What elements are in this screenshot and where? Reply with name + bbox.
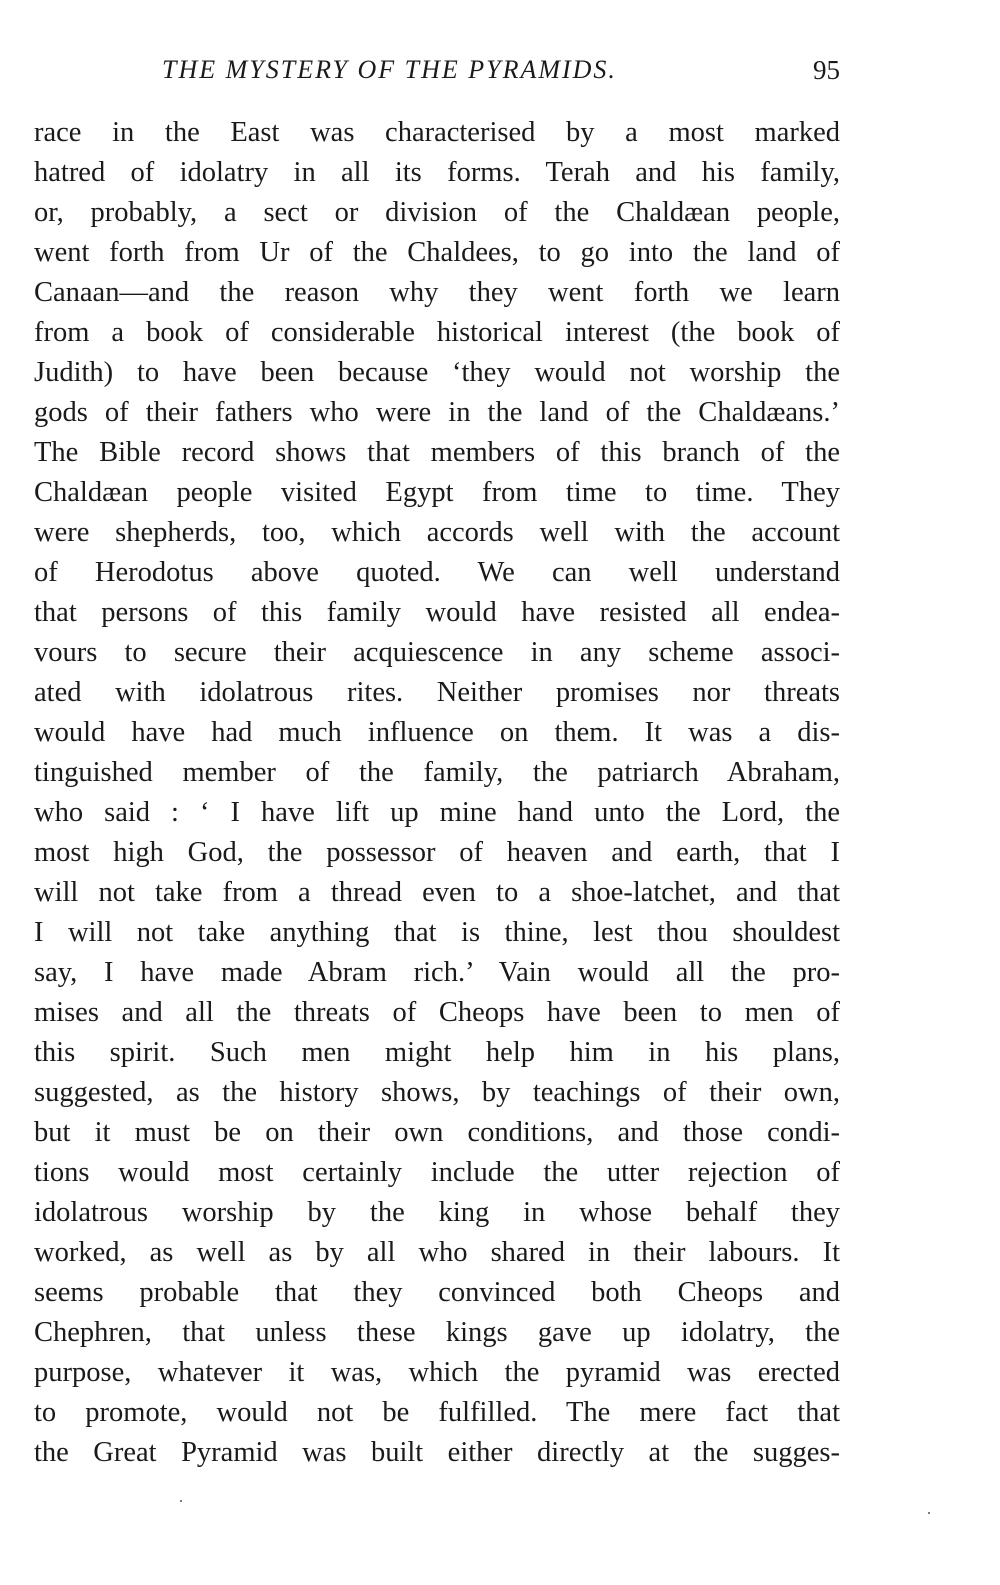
text-line: from a book of considerable historical interest (the book of — [34, 317, 840, 348]
text-line: Chephren, that unless these kings gave up idolatry, the — [34, 1317, 840, 1348]
text-line: or, probably, a sect or division of the Chaldæan people, — [34, 197, 840, 228]
text-line: The Bible record shows that members of this branch of the — [34, 437, 840, 468]
text-line: vours to secure their acquiescence in any scheme associ- — [34, 637, 840, 668]
text-line: gods of their fathers who were in the land of the Chaldæans.’ — [34, 397, 840, 428]
text-line: will not take from a thread even to a shoe-latchet, and that — [34, 877, 840, 908]
body-text — [34, 113, 840, 1473]
text-line: purpose, whatever it was, which the pyramid was erected — [34, 1357, 840, 1388]
text-line: who said : ‘ I have lift up mine hand unto the Lord, the — [34, 797, 840, 828]
text-line: say, I have made Abram rich.’ Vain would all the pro- — [34, 957, 840, 988]
text-line: worked, as well as by all who shared in their labours. It — [34, 1237, 840, 1268]
text-line: Judith) to have been because ‘they would not worship the — [34, 357, 840, 388]
text-line: to promote, would not be fulfilled. The mere fact that — [34, 1397, 840, 1428]
text-line: ated with idolatrous rites. Neither promises nor threats — [34, 677, 840, 708]
running-title: THE MYSTERY OF THE PYRAMIDS. — [162, 55, 617, 84]
text-line: of Herodotus above quoted. We can well understand — [34, 557, 840, 588]
text-line: that persons of this family would have resisted all endea- — [34, 597, 840, 628]
text-line: idolatrous worship by the king in whose behalf they — [34, 1197, 840, 1228]
text-line: this spirit. Such men might help him in his plans, — [34, 1037, 840, 1068]
text-line: but it must be on their own conditions, and those condi- — [34, 1117, 840, 1148]
text-line: mises and all the threats of Cheops have been to men of — [34, 997, 840, 1028]
page-number: 95 — [813, 55, 840, 85]
text-line: most high God, the possessor of heaven and earth, that I — [34, 837, 840, 868]
text-line: suggested, as the history shows, by teachings of their own, — [34, 1077, 840, 1108]
ink-speck — [928, 1512, 930, 1514]
text-line: the Great Pyramid was built either directly at the sugges- — [34, 1437, 840, 1468]
text-line: would have had much influence on them. It was a dis- — [34, 717, 840, 748]
text-line: I will not take anything that is thine, lest thou shouldest — [34, 917, 840, 948]
text-line: hatred of idolatry in all its forms. Terah and his family, — [34, 157, 840, 188]
text-line: Chaldæan people visited Egypt from time to time. They — [34, 477, 840, 508]
text-line: seems probable that they convinced both Cheops and — [34, 1277, 840, 1308]
text-line: were shepherds, too, which accords well with the account — [34, 517, 840, 548]
text-line: race in the East was characterised by a most marked — [34, 117, 840, 148]
running-head — [34, 50, 840, 90]
ink-speck — [180, 1500, 182, 1502]
text-line: tinguished member of the family, the patriarch Abraham, — [34, 757, 840, 788]
text-line: went forth from Ur of the Chaldees, to go into the land of — [34, 237, 840, 268]
text-line: Canaan—and the reason why they went forth we learn — [34, 277, 840, 308]
text-line: tions would most certainly include the utter rejection of — [34, 1157, 840, 1188]
